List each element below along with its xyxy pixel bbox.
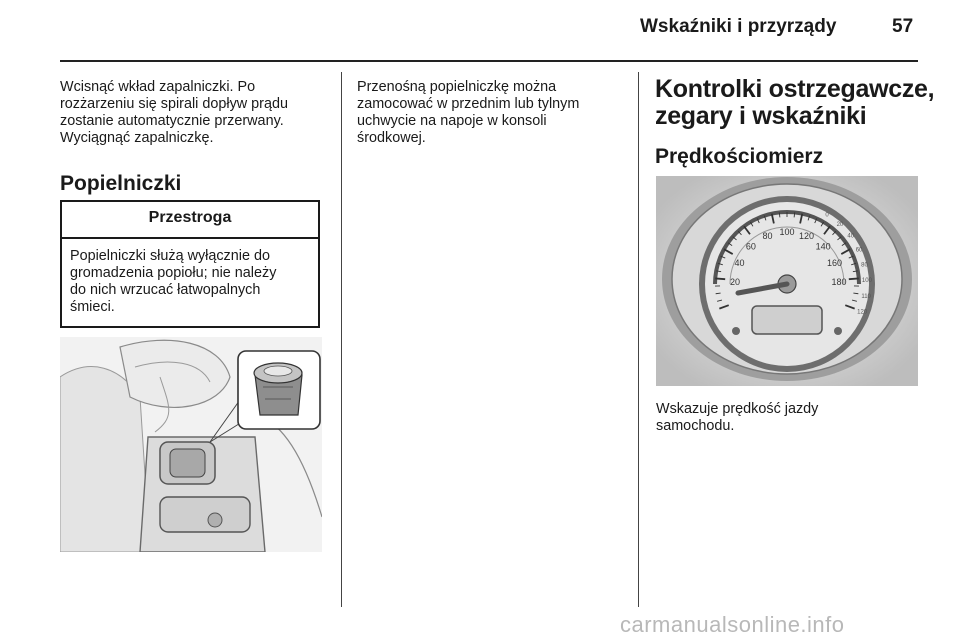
caution-body — [70, 248, 276, 316]
text-line: do nich wrzucać łatwopalnych — [70, 282, 261, 298]
speedometer-illustration — [656, 176, 918, 386]
text-line: Popielniczki służą wyłącznie do — [70, 248, 270, 264]
speedometer-scale-label: 160 — [826, 257, 843, 268]
text-line: środkowej. — [357, 130, 426, 146]
text-line: śmieci. — [70, 299, 115, 315]
text-line: rozżarzeniu się spirali dopływ prądu — [60, 96, 288, 112]
speedometer-tick — [715, 278, 725, 279]
speedometer-outer-label: 40 — [847, 233, 855, 240]
speedometer-outer-label: 80 — [861, 262, 868, 269]
speedometer-tick — [794, 212, 795, 217]
speedometer-outer-label: 110 — [861, 293, 871, 300]
ashtray-illustration — [60, 337, 322, 552]
speedometer-scale-label: 120 — [798, 230, 814, 241]
speedometer-scale-label: 100 — [779, 227, 795, 237]
heading-line: zegary i wskaźniki — [655, 102, 867, 130]
speedometer-tick — [779, 212, 780, 217]
intro-paragraph — [60, 79, 288, 147]
heading-line: Kontrolki ostrzegawcze, — [655, 75, 935, 103]
text-line: Wcisnąć wkład zapalniczki. Po — [60, 79, 256, 95]
speedometer-scale-label: 80 — [762, 230, 773, 241]
speedometer-scale-label: 60 — [745, 241, 756, 252]
text-line: zamocować w przednim lub tylnym — [357, 96, 580, 112]
header-rule — [60, 60, 918, 62]
speedometer-outer-label: 20 — [836, 222, 844, 229]
speedometer-caption — [656, 401, 818, 435]
text-line: samochodu. — [656, 418, 735, 434]
speedometer-outer-label: 120 — [857, 309, 868, 316]
speedometer-scale-label: 40 — [734, 257, 745, 268]
speedometer-outer-label: 0 — [825, 212, 829, 219]
caution-box — [60, 200, 320, 328]
caution-title: Przestroga — [62, 202, 318, 239]
column-divider-left — [341, 72, 342, 607]
section-heading-ashtrays: Popielniczki — [60, 172, 182, 195]
speedometer-outer-label: 60 — [855, 247, 863, 254]
text-line: Wskazuje prędkość jazdy — [656, 401, 819, 417]
section-heading-warning-lights — [655, 76, 934, 130]
speedometer-scale-label: 180 — [831, 277, 847, 288]
portable-ashtray-paragraph — [357, 79, 579, 147]
text-line: zostanie automatycznie przerwany. — [60, 113, 284, 129]
column-divider-right — [638, 72, 639, 607]
text-line: gromadzenia popiołu; nie należy — [70, 265, 277, 281]
speedometer-scale-label: 140 — [815, 241, 831, 252]
page-header-title: Wskaźniki i przyrządy — [640, 16, 837, 37]
text-line: uchwycie na napoje w konsoli — [357, 113, 547, 129]
subheading-speedometer: Prędkościomierz — [655, 145, 824, 168]
watermark: carmanualsonline.info — [620, 612, 845, 637]
text-line: Wyciągnąć zapalniczkę. — [60, 130, 214, 146]
speedometer-tick — [849, 278, 859, 279]
page-number: 57 — [892, 16, 914, 37]
text-line: Przenośną popielniczkę można — [357, 79, 557, 95]
speedometer-scale-label: 20 — [730, 277, 741, 288]
speedometer-outer-label: 100 — [861, 278, 872, 285]
